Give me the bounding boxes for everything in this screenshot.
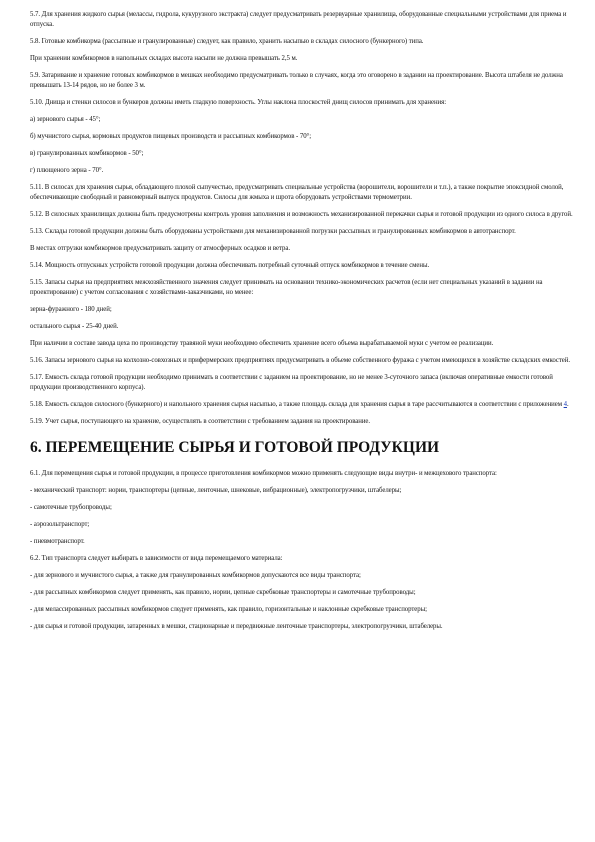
paragraph-p5-15a: зерна-фуражного - 180 дней; bbox=[30, 306, 112, 313]
paragraph-p6-2d: - для сырья и готовой продукции, затаренных в мешки, стационарные и передвижные ленточные транспортеры, электропогрузчики, штабелеры. bbox=[30, 623, 443, 630]
document-page bbox=[30, 10, 578, 639]
paragraph-p6-2a: - для зернового и мучнистого сырья, а также для гранулированных комбикормов допускаются все виды транспорта; bbox=[30, 572, 361, 579]
paragraph-p5-15: 5.15. Запасы сырья на предприятиях межхозяйственного значения следует принимать на основании технико-экономических расчетов (если нет специальных указаний в задании на проектирование) с учетом согласования с хозяйствами-заказчиками, но менее: bbox=[30, 279, 543, 296]
paragraph-p5-16: 5.16. Запасы зернового сырья на колхозно-совхозных и прифермерских предприятиях предусматривать в объеме собственного фуража с учетом имеющихся в хозяйстве складских емкостей. bbox=[30, 357, 570, 364]
paragraph-5-18-end: . bbox=[566, 401, 569, 408]
paragraph-p6-2c: - для мелассированных рассыпных комбикормов следует применять, как правило, горизонтальные и наклонные скребковые транспортеры; bbox=[30, 606, 427, 613]
paragraph-p6-1b: - самотечные трубопроводы; bbox=[30, 504, 112, 511]
section-heading: 6. ПЕРЕМЕЩЕНИЕ СЫРЬЯ И ГОТОВОЙ ПРОДУКЦИИ bbox=[30, 439, 440, 456]
paragraph-p5-8b: При хранении комбикормов в напольных складах высота насыпи не должна превышать 2,5 м. bbox=[30, 55, 298, 62]
paragraph-p5-11: 5.11. В силосах для хранения сырья, обладающего плохой сыпучестью, предусматривать специальные устройства (ворошители, ворошители и т.п.), а также покрытие эпоксидной смолой, обеспечивающие свободный и равномерный выпуск продуктов. Силосы для жмыха и шрота оборудовать устройствами термометрии. bbox=[30, 184, 564, 201]
paragraph-p6-2: 6.2. Тип транспорта следует выбирать в зависимости от вида перемещаемого материала: bbox=[30, 555, 283, 562]
paragraph-p5-14: 5.14. Мощность отпускных устройств готовой продукции должна обеспечивать потребный суточный отпуск комбикормов в течение смены. bbox=[30, 262, 430, 269]
appendix-4-link[interactable]: 4 bbox=[563, 401, 567, 408]
paragraph-p5-15b: остального сырья - 25-40 дней. bbox=[30, 323, 119, 330]
section-5-paragraphs bbox=[30, 10, 578, 393]
paragraph-p5-10: 5.10. Днища и стенки силосов и бункеров должны иметь гладкую поверхность. Углы наклона плоскостей днищ силосов принимать для хранения: bbox=[30, 99, 447, 106]
paragraph-p5-15c: При наличии в составе завода цеха по производству травяной муки необходимо обеспечить хранение всего объема вырабатываемой муки с учетом ее реализации. bbox=[30, 340, 494, 347]
paragraph-p6-1a: - механический транспорт: нории, транспортеры (цепные, ленточные, шнековые, вибрационные), электропогрузчики, штабелеры; bbox=[30, 487, 402, 494]
paragraph-p6-1c: - аэрозольтранспорт; bbox=[30, 521, 90, 528]
paragraph-p5-8: 5.8. Готовые комбикорма (рассыпные и гранулированные) следует, как правило, хранить насыпью в складах силосного (бункерного) типа. bbox=[30, 38, 424, 45]
paragraph-p5-10b: б) мучнистого сырья, кормовых продуктов пищевых производств и рассыпных комбикормов - 70°; bbox=[30, 133, 312, 140]
paragraph-p5-7: 5.7. Для хранения жидкого сырья (мелассы, гидрола, кукурузного экстракта) следует предусматривать резервуарные хранилища, оборудованные специальными устройствами для приема и отпуска. bbox=[30, 11, 567, 28]
paragraph-p5-12: 5.12. В силосных хранилищах должны быть предусмотрены контроль уровня заполнения и возможность механизированной перекачки сырья и готовой продукции из одного силоса в другой. bbox=[30, 211, 573, 218]
paragraph-p6-1d: - пневмотранспорт. bbox=[30, 538, 85, 545]
paragraph-p5-10c: в) гранулированных комбикормов - 50°; bbox=[30, 150, 144, 157]
paragraph-5-18 bbox=[30, 400, 578, 410]
paragraph-p6-2b: - для рассыпных комбикормов следует применять, как правило, нории, цепные скребковые транспортеры и самотечные трубопроводы; bbox=[30, 589, 416, 596]
paragraph-p6-1: 6.1. Для перемещения сырья и готовой продукции, в процессе приготовления комбикормов можно применять следующие виды внутри- и межцехового транспорта: bbox=[30, 470, 497, 477]
paragraph-p5-10a: а) зернового сырья - 45°; bbox=[30, 116, 101, 123]
paragraph-p5-10d: г) плющеного зерна - 70°. bbox=[30, 167, 104, 174]
paragraph-p5-13b: В местах отгрузки комбикормов предусматривать защиту от атмосферных осадков и ветра. bbox=[30, 245, 290, 252]
paragraph-p5-9: 5.9. Затаривание и хранение готовых комбикормов в мешках необходимо предусматривать только в случаях, когда это оговорено в задании на проектирование. Высота штабеля не должна превышать 13-14 рядов, но не более 3 м. bbox=[30, 72, 563, 89]
paragraph-p5-13: 5.13. Склады готовой продукции должны быть оборудованы устройствами для механизированной погрузки рассыпных и гранулированных комбикормов в автотранспорт. bbox=[30, 228, 516, 235]
paragraph-5-18-text: 5.18. Емкость складов силосного (бункерного) и напольного хранения сырья насыпью, а также площадь склада для хранения сырья в таре рассчитываются в соответствии с приложением bbox=[30, 401, 564, 408]
paragraph-5-19: 5.19. Учет сырья, поступающего на хранение, осуществлять в соответствии с требованием задания на проектирование. bbox=[30, 418, 371, 425]
section-6-paragraphs bbox=[30, 469, 578, 632]
paragraph-p5-17: 5.17. Емкость склада готовой продукции необходимо принимать в соответствии с заданием на проектирование, но не менее 3-суточного запаса (включая оперативные емкости готовой продукции производственного корпуса). bbox=[30, 374, 553, 391]
